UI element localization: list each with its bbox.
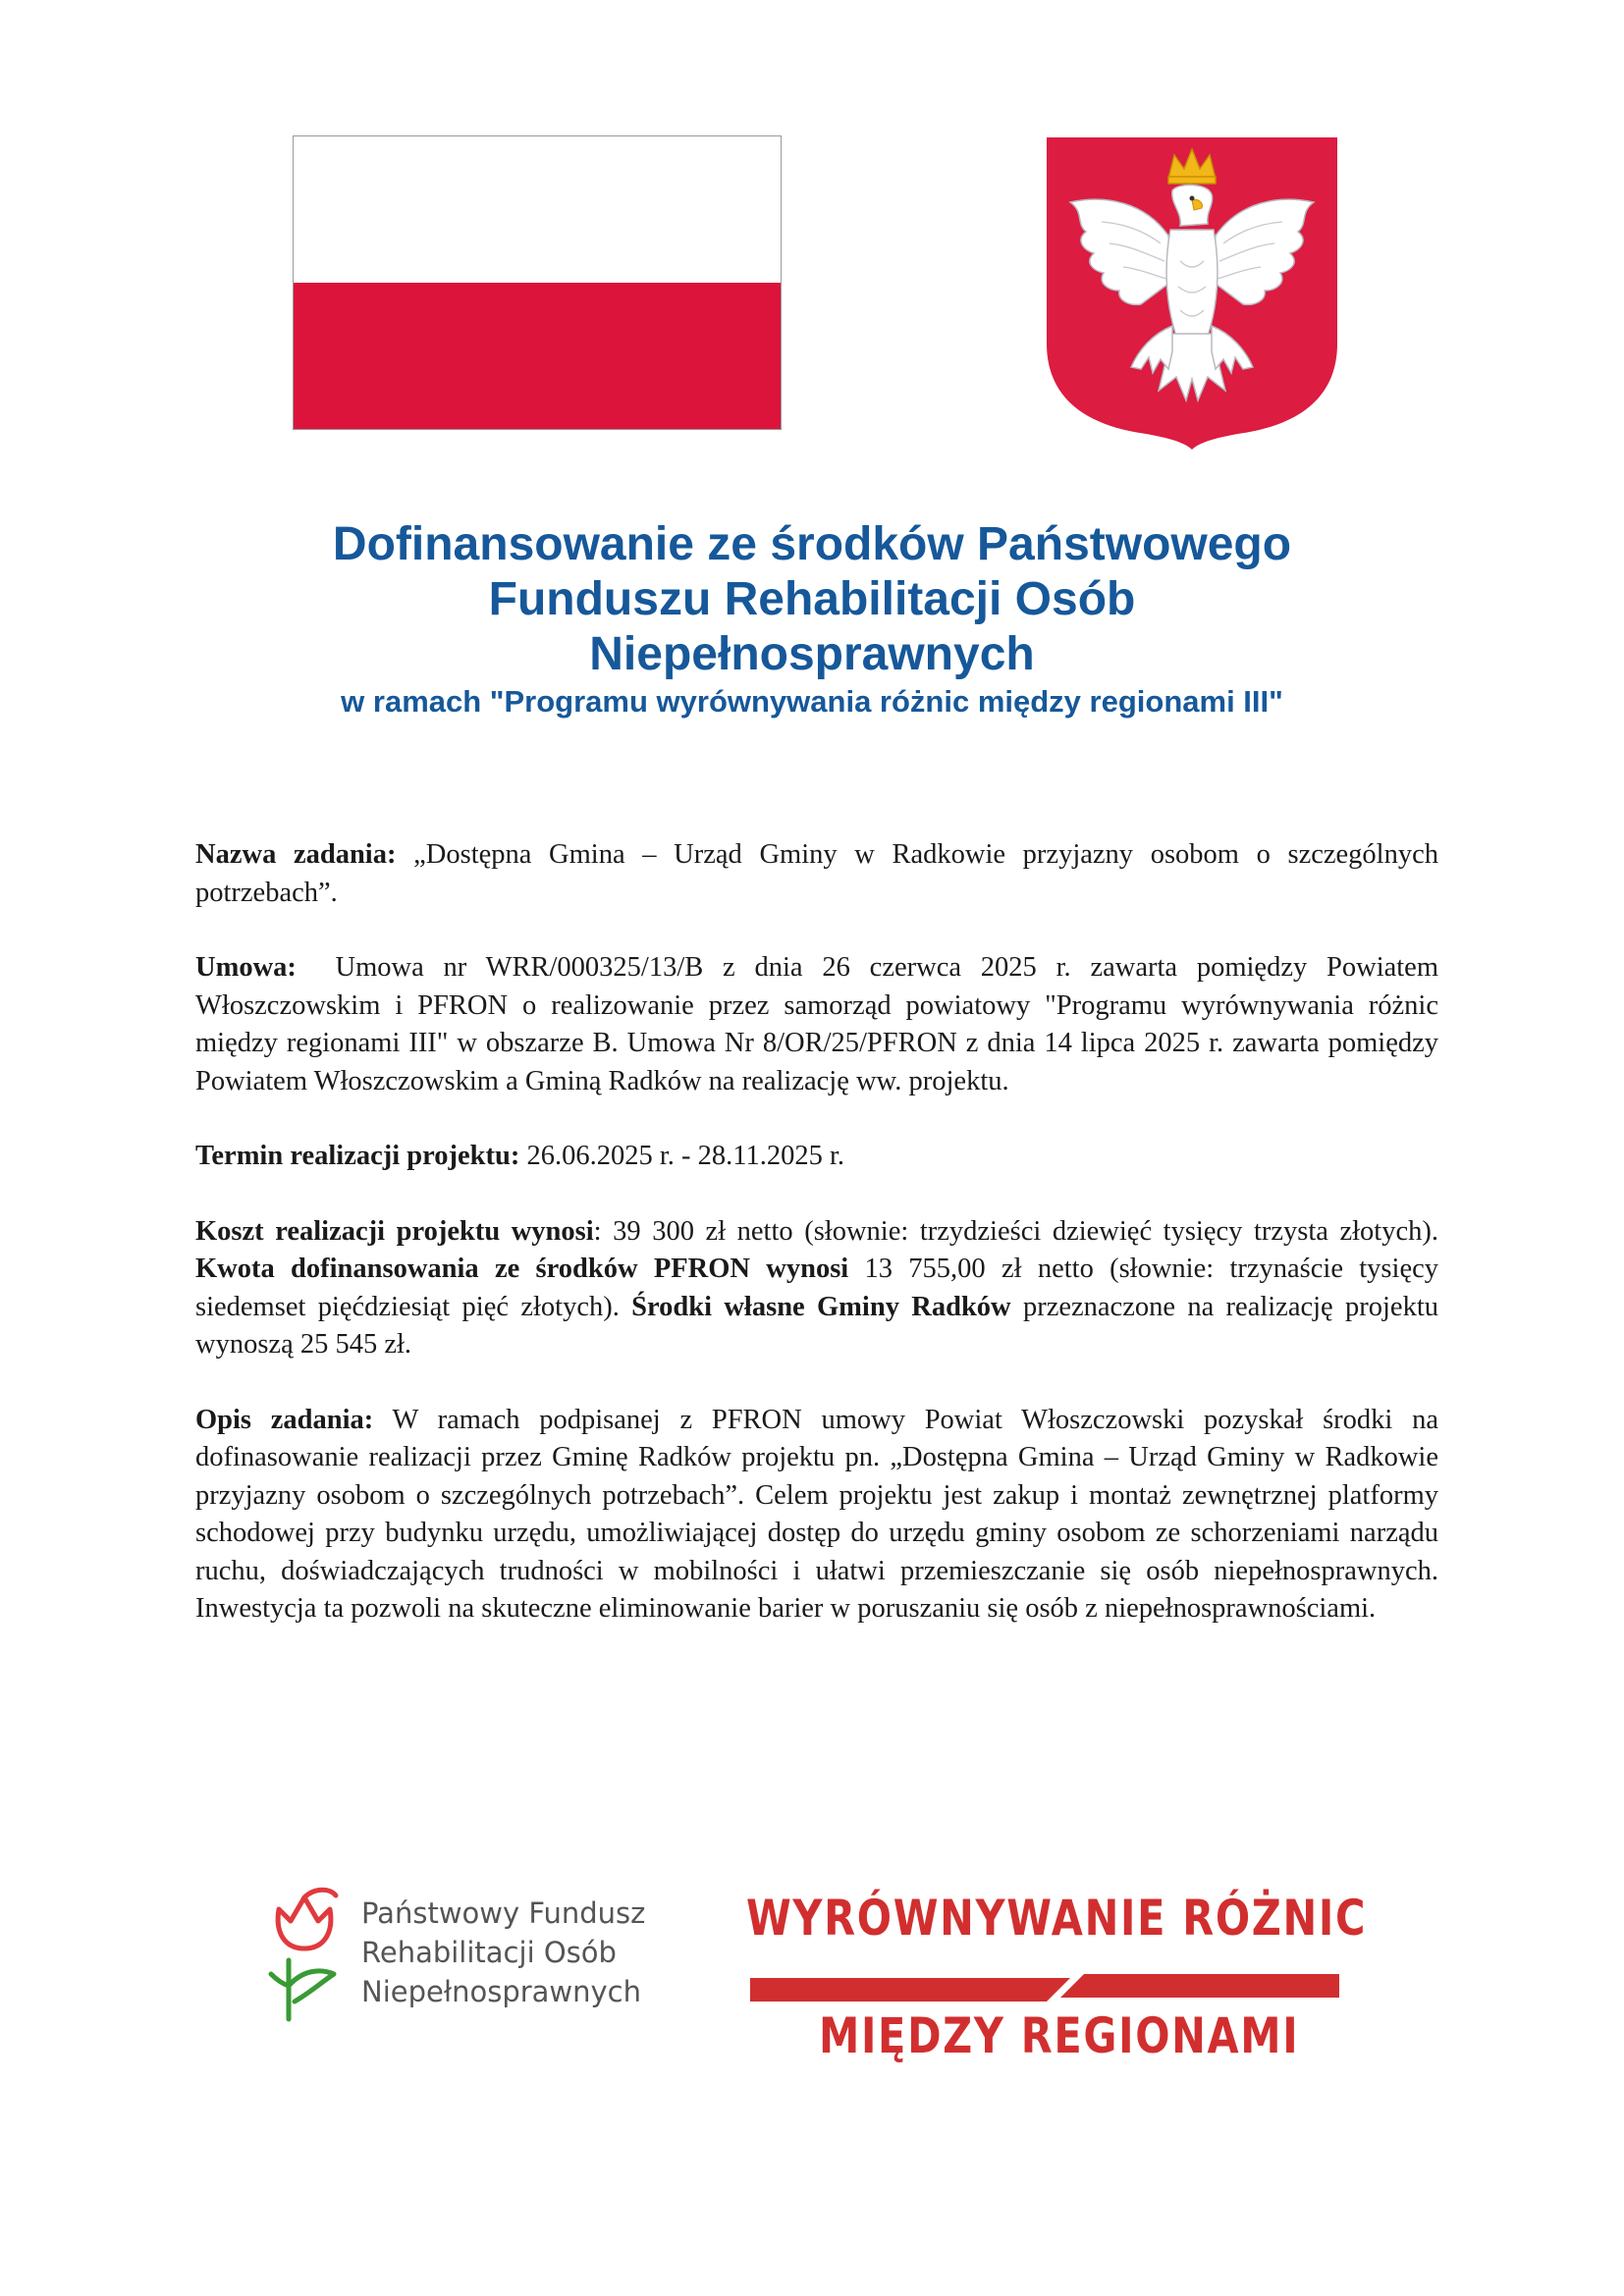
cost-text: : 39 300 zł netto (słownie: trzydzieści dziewięć tysięcy trzysta złotych). [593,1215,1438,1247]
flag-red-stripe [294,283,781,429]
cost-label: Koszt realizacji projektu wynosi [195,1215,594,1247]
timeframe-label: Termin realizacji projektu: [195,1141,520,1171]
timeframe-text: 26.06.2025 r. - 28.11.2025 r. [526,1141,844,1171]
agreement-paragraph [195,949,1438,1100]
program-logo [746,1890,1368,2101]
task-name-text: „Dostępna Gmina – Urząd Gminy w Radkowie przyjazny osobom o szczególnych potrzebach”. [195,839,1438,908]
program-logo-line-1: WYRÓWNYWANIE RÓŻNIC [746,1890,1368,1947]
title-subtitle: w ramach "Programu wyrównywania różnic między regionami III" [341,684,1283,719]
agreement-label: Umowa: [195,952,297,983]
title-line-2: Funduszu Rehabilitacji Osób [488,573,1136,625]
title-line-3: Niepełnosprawnych [589,628,1035,680]
pfron-line-2: Rehabilitacji Osób [361,1936,617,1969]
title-line-1: Dofinansowanie ze środków Państwowego [332,518,1292,570]
subsidy-text: 13 755,00 zł netto (słownie: trzynaście tysięcy siedemset pięćdziesiąt pięć złotych). [195,1254,1438,1322]
pfron-line-3: Niepełnosprawnych [361,1975,642,2008]
program-logo-stripe [746,1972,1341,2003]
document-title [147,517,1477,721]
task-name-paragraph [195,836,1438,912]
own-funds-label: Środki własne Gminy Radków [631,1291,1011,1322]
agreement-text: Umowa nr WRR/000325/13/B z dnia 26 czerwca 2025 r. zawarta pomiędzy Powiatem Włoszczowskim i PFRON o realizowanie przez samorząd powiatowy "Programu wyrównywania różnic między regionami III" w obszarze B. Umowa Nr 8/OR/25/PFRON z dnia 14 lipca 2025 r. zawarta pomiędzy Powiatem Włoszczowskim a Gminą Radków na realizację ww. projektu. [195,952,1439,1096]
flag-white-stripe [294,136,781,283]
own-funds-text: przeznaczone na realizację projektu wynoszą 25 545 zł. [195,1291,1438,1360]
timeframe-paragraph [195,1138,1438,1176]
subsidy-label: Kwota dofinansowania ze środków PFRON wynosi [195,1254,849,1284]
poland-flag [293,135,782,430]
document-body [195,836,1438,1666]
cost-paragraph [195,1213,1438,1364]
pfron-line-1: Państwowy Fundusz [361,1896,646,1930]
task-name-label: Nazwa zadania: [195,839,397,870]
description-label: Opis zadania: [195,1404,374,1435]
coat-of-arms-eagle-icon [1043,133,1341,452]
description-paragraph [195,1402,1438,1629]
description-text: W ramach podpisanej z PFRON umowy Powiat Włoszczowski pozyskał środki na dofinasowanie realizacji przez Gminę Radków projektu pn. „Dostępna Gmina – Urząd Gminy w Radkowie przyjazny osobom o szczególnych potrzebach”. Celem projektu jest zakup i montaż zewnętrznej platformy schodowej przy budynku urzędu, umożliwiającej dostęp do urzędu gminy osobom ze schorzeniami narządu ruchu, doświadczających trudności w mobilności i ułatwi przemieszczanie się osób niepełnosprawnych. Inwestycja ta pozwoli na skuteczne eliminowanie barier w poruszaniu się osób z niepełnosprawnościami. [195,1404,1438,1624]
pfron-logo [265,1884,677,2060]
tulip-icon [265,1884,353,2031]
program-logo-line-2: MIĘDZY REGIONAMI [819,2007,1300,2064]
